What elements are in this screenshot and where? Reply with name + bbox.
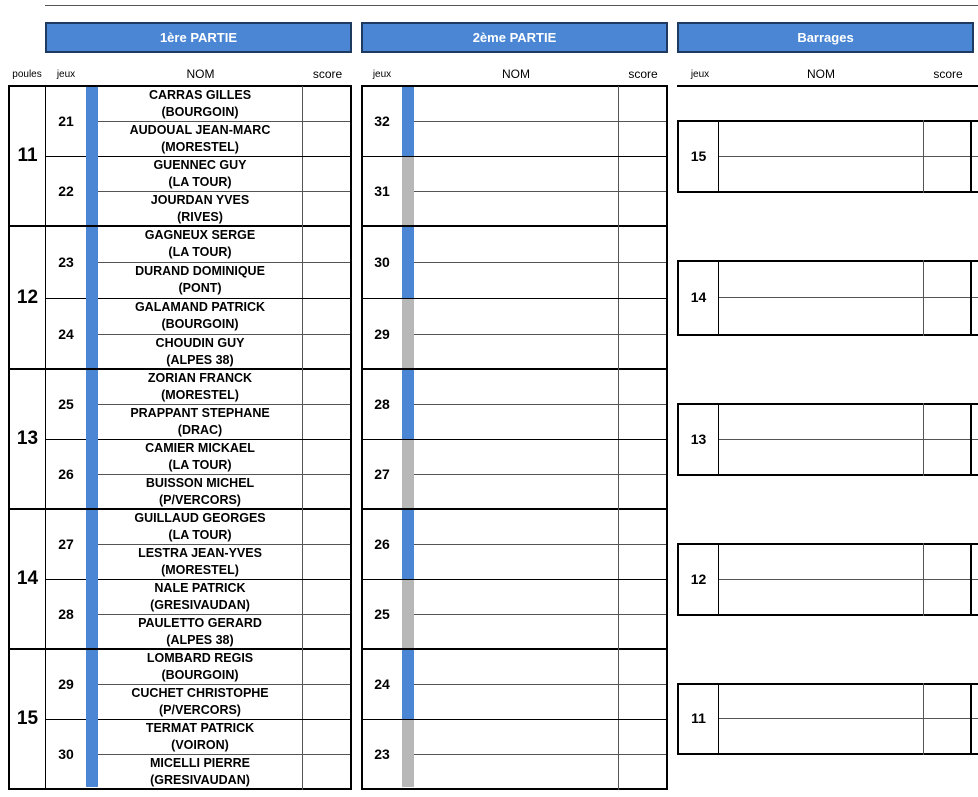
part2-right-border: [666, 86, 668, 790]
barrage-name-cell[interactable]: [719, 685, 923, 718]
bottom-rule-2: [361, 788, 668, 790]
team-color-bar: [402, 157, 414, 225]
player-club: (DRAC): [177, 423, 223, 437]
col-score-3: score: [933, 67, 963, 81]
score-cell[interactable]: [303, 720, 350, 753]
barrage-name-cell[interactable]: [719, 719, 923, 753]
score-cell[interactable]: [303, 87, 350, 120]
barrage-name-cell[interactable]: [719, 545, 923, 579]
barrage-box-right: [970, 683, 972, 755]
score-cell[interactable]: [303, 580, 350, 613]
team-color-bar: [402, 299, 414, 368]
team-color-bar: [402, 227, 414, 298]
player-name: LOMBARD REGIS: [146, 651, 254, 665]
player-club: (GRESIVAUDAN): [150, 598, 250, 612]
barrage-game-number: 15: [690, 147, 707, 164]
game-number: 22: [58, 183, 74, 199]
game-number: 21: [58, 113, 74, 129]
header-barrages: Barrages: [677, 22, 974, 53]
barrage-name-cell[interactable]: [719, 262, 923, 297]
col-score-2: score: [628, 67, 658, 81]
player-name: ZORIAN FRANCK: [147, 371, 253, 385]
score-cell[interactable]: [303, 545, 350, 578]
header-underline-3: [677, 85, 978, 87]
team-color-bar: [402, 87, 414, 156]
barrage-score-cell[interactable]: [924, 122, 970, 191]
col-jeux-2: jeux: [372, 69, 392, 80]
game-number: 27: [374, 466, 390, 482]
player-club: (GRESIVAUDAN): [150, 773, 250, 787]
player-club: (MORESTEL): [161, 140, 239, 154]
score-cell[interactable]: [303, 440, 350, 473]
poule-number: 15: [16, 707, 39, 729]
score-cell[interactable]: [303, 650, 350, 683]
player-name: GALAMAND PATRICK: [134, 300, 266, 314]
score-cell[interactable]: [619, 299, 666, 368]
name-cell[interactable]: [414, 87, 618, 155]
player-club: (LA TOUR): [168, 175, 232, 189]
barrage-box-bottom: [677, 614, 978, 616]
game-number: 26: [374, 536, 390, 552]
game-number: 23: [374, 745, 390, 762]
game-number: 26: [58, 466, 74, 482]
col-poules: poules: [12, 69, 42, 80]
poule-number: 12: [16, 286, 39, 308]
game-number: 28: [374, 396, 390, 412]
player-name: CUCHET CHRISTOPHE: [131, 686, 269, 700]
player-club: (MORESTEL): [161, 388, 239, 402]
team-color-bar: [402, 510, 414, 579]
barrage-box-bottom: [677, 191, 978, 193]
player-club: (ALPES 38): [166, 633, 234, 647]
score-cell[interactable]: [303, 157, 350, 190]
score-cell[interactable]: [303, 475, 350, 508]
game-number: 31: [374, 183, 390, 199]
barrage-game-number: 13: [690, 430, 707, 447]
barrage-name-cell[interactable]: [719, 122, 923, 156]
player-club: (P/VERCORS): [159, 703, 241, 717]
player-name: PRAPPANT STEPHANE: [130, 406, 270, 420]
name-cell[interactable]: [414, 650, 618, 718]
name-cell[interactable]: [414, 720, 618, 787]
player-club: (P/VERCORS): [159, 493, 241, 507]
game-number: 32: [374, 113, 390, 129]
player-name: BUISSON MICHEL: [145, 476, 255, 490]
game-number: 24: [374, 676, 390, 692]
team-color-bar: [402, 720, 414, 787]
game-number: 25: [374, 606, 390, 622]
player-name: GAGNEUX SERGE: [144, 228, 256, 242]
player-name: LESTRA JEAN-YVES: [138, 546, 262, 560]
player-name: CHOUDIN GUY: [155, 336, 245, 350]
barrage-name-cell[interactable]: [719, 298, 923, 334]
player-name: PAULETTO GERARD: [138, 616, 262, 630]
player-name: CAMIER MICKAEL: [145, 441, 255, 455]
barrage-box-right: [970, 403, 972, 476]
part1-right-border: [350, 86, 352, 790]
name-cell[interactable]: [414, 157, 618, 225]
col-score-1: score: [312, 67, 343, 81]
header-part2: 2ème PARTIE: [361, 22, 668, 53]
name-cell[interactable]: [414, 370, 618, 438]
score-cell[interactable]: [303, 263, 350, 296]
score-cell[interactable]: [303, 510, 350, 543]
score-cell[interactable]: [303, 192, 350, 225]
barrage-game-number: 14: [690, 289, 707, 305]
player-club: (LA TOUR): [168, 528, 232, 542]
score-cell[interactable]: [303, 227, 350, 260]
barrage-box-bottom: [677, 753, 978, 755]
col-jeux-3: jeux: [690, 69, 710, 80]
name-cell[interactable]: [414, 227, 618, 297]
barrage-game-number: 12: [690, 570, 707, 587]
player-club: (VOIRON): [171, 738, 229, 752]
player-club: (MORESTEL): [161, 563, 239, 577]
team-color-bar: [86, 87, 98, 225]
barrage-score-cell[interactable]: [924, 685, 970, 753]
barrage-box-bottom: [677, 334, 978, 336]
team-color-bar: [86, 227, 98, 368]
game-number: 29: [374, 325, 390, 342]
score-cell[interactable]: [619, 510, 666, 578]
top-rule: [45, 5, 978, 6]
score-cell[interactable]: [303, 405, 350, 438]
game-number: 23: [58, 254, 74, 270]
score-cell[interactable]: [619, 370, 666, 438]
team-color-bar: [402, 440, 414, 508]
poule-number: 11: [17, 145, 38, 166]
poule-number: 14: [16, 568, 39, 589]
col-nom-1: NOM: [186, 67, 215, 81]
col-jeux-1: jeux: [56, 69, 76, 80]
score-cell[interactable]: [619, 720, 666, 787]
player-club: (BOURGOIN): [161, 317, 239, 331]
player-name: TERMAT PATRICK: [145, 721, 255, 735]
score-cell[interactable]: [303, 335, 350, 368]
player-club: (RIVES): [177, 210, 223, 224]
score-cell[interactable]: [303, 370, 350, 403]
score-cell[interactable]: [619, 440, 666, 508]
team-color-bar: [86, 370, 98, 508]
team-color-bar: [402, 650, 414, 719]
score-cell[interactable]: [303, 122, 350, 155]
score-cell[interactable]: [619, 227, 666, 297]
game-number: 24: [58, 325, 74, 342]
player-club: (BOURGOIN): [161, 105, 239, 119]
player-club: (LA TOUR): [168, 245, 232, 259]
barrage-name-cell[interactable]: [719, 580, 923, 614]
score-cell[interactable]: [619, 157, 666, 225]
header-part1: 1ère PARTIE: [45, 22, 352, 53]
barrage-box-right: [970, 260, 972, 336]
game-number: 30: [58, 745, 74, 762]
score-cell[interactable]: [303, 615, 350, 648]
game-number: 28: [58, 606, 74, 622]
player-name: MICELLI PIERRE: [149, 756, 250, 770]
name-cell[interactable]: [414, 510, 618, 578]
game-number: 27: [58, 536, 74, 552]
team-color-bar: [86, 510, 98, 648]
barrage-box-right: [970, 120, 972, 193]
game-number: 29: [58, 676, 74, 692]
barrage-score-cell[interactable]: [924, 405, 970, 474]
name-cell[interactable]: [414, 580, 618, 648]
score-cell[interactable]: [303, 299, 350, 332]
player-name: GUILLAUD GEORGES: [134, 511, 266, 525]
player-club: (ALPES 38): [166, 353, 234, 367]
poule-number: 13: [16, 428, 39, 449]
score-cell[interactable]: [619, 650, 666, 718]
player-club: (BOURGOIN): [161, 668, 239, 682]
name-cell[interactable]: [414, 440, 618, 508]
game-number: 30: [374, 254, 390, 270]
player-name: GUENNEC GUY: [153, 158, 247, 172]
player-name: AUDOUAL JEAN-MARC: [129, 123, 271, 137]
barrage-game-number: 11: [691, 710, 706, 726]
col-nom-2: NOM: [502, 67, 530, 81]
score-cell[interactable]: [619, 580, 666, 648]
barrage-box-bottom: [677, 474, 978, 476]
player-name: CARRAS GILLES: [148, 88, 252, 102]
player-club: (PONT): [178, 281, 222, 295]
team-color-bar: [402, 580, 414, 648]
team-color-bar: [86, 650, 98, 787]
player-name: JOURDAN YVES: [150, 193, 250, 207]
barrage-name-cell[interactable]: [719, 440, 923, 474]
team-color-bar: [402, 370, 414, 439]
score-cell[interactable]: [303, 755, 350, 788]
barrage-name-cell[interactable]: [719, 157, 923, 191]
score-cell[interactable]: [619, 87, 666, 155]
barrage-box-right: [970, 543, 972, 616]
col-nom-3: NOM: [807, 67, 835, 81]
game-number: 25: [58, 396, 74, 412]
player-name: DURAND DOMINIQUE: [135, 264, 265, 278]
score-cell[interactable]: [303, 685, 350, 718]
barrage-score-cell[interactable]: [924, 262, 970, 334]
name-cell[interactable]: [414, 299, 618, 368]
barrage-score-cell[interactable]: [924, 545, 970, 614]
player-name: NALE PATRICK: [154, 581, 246, 595]
barrage-name-cell[interactable]: [719, 405, 923, 439]
player-club: (LA TOUR): [168, 458, 232, 472]
